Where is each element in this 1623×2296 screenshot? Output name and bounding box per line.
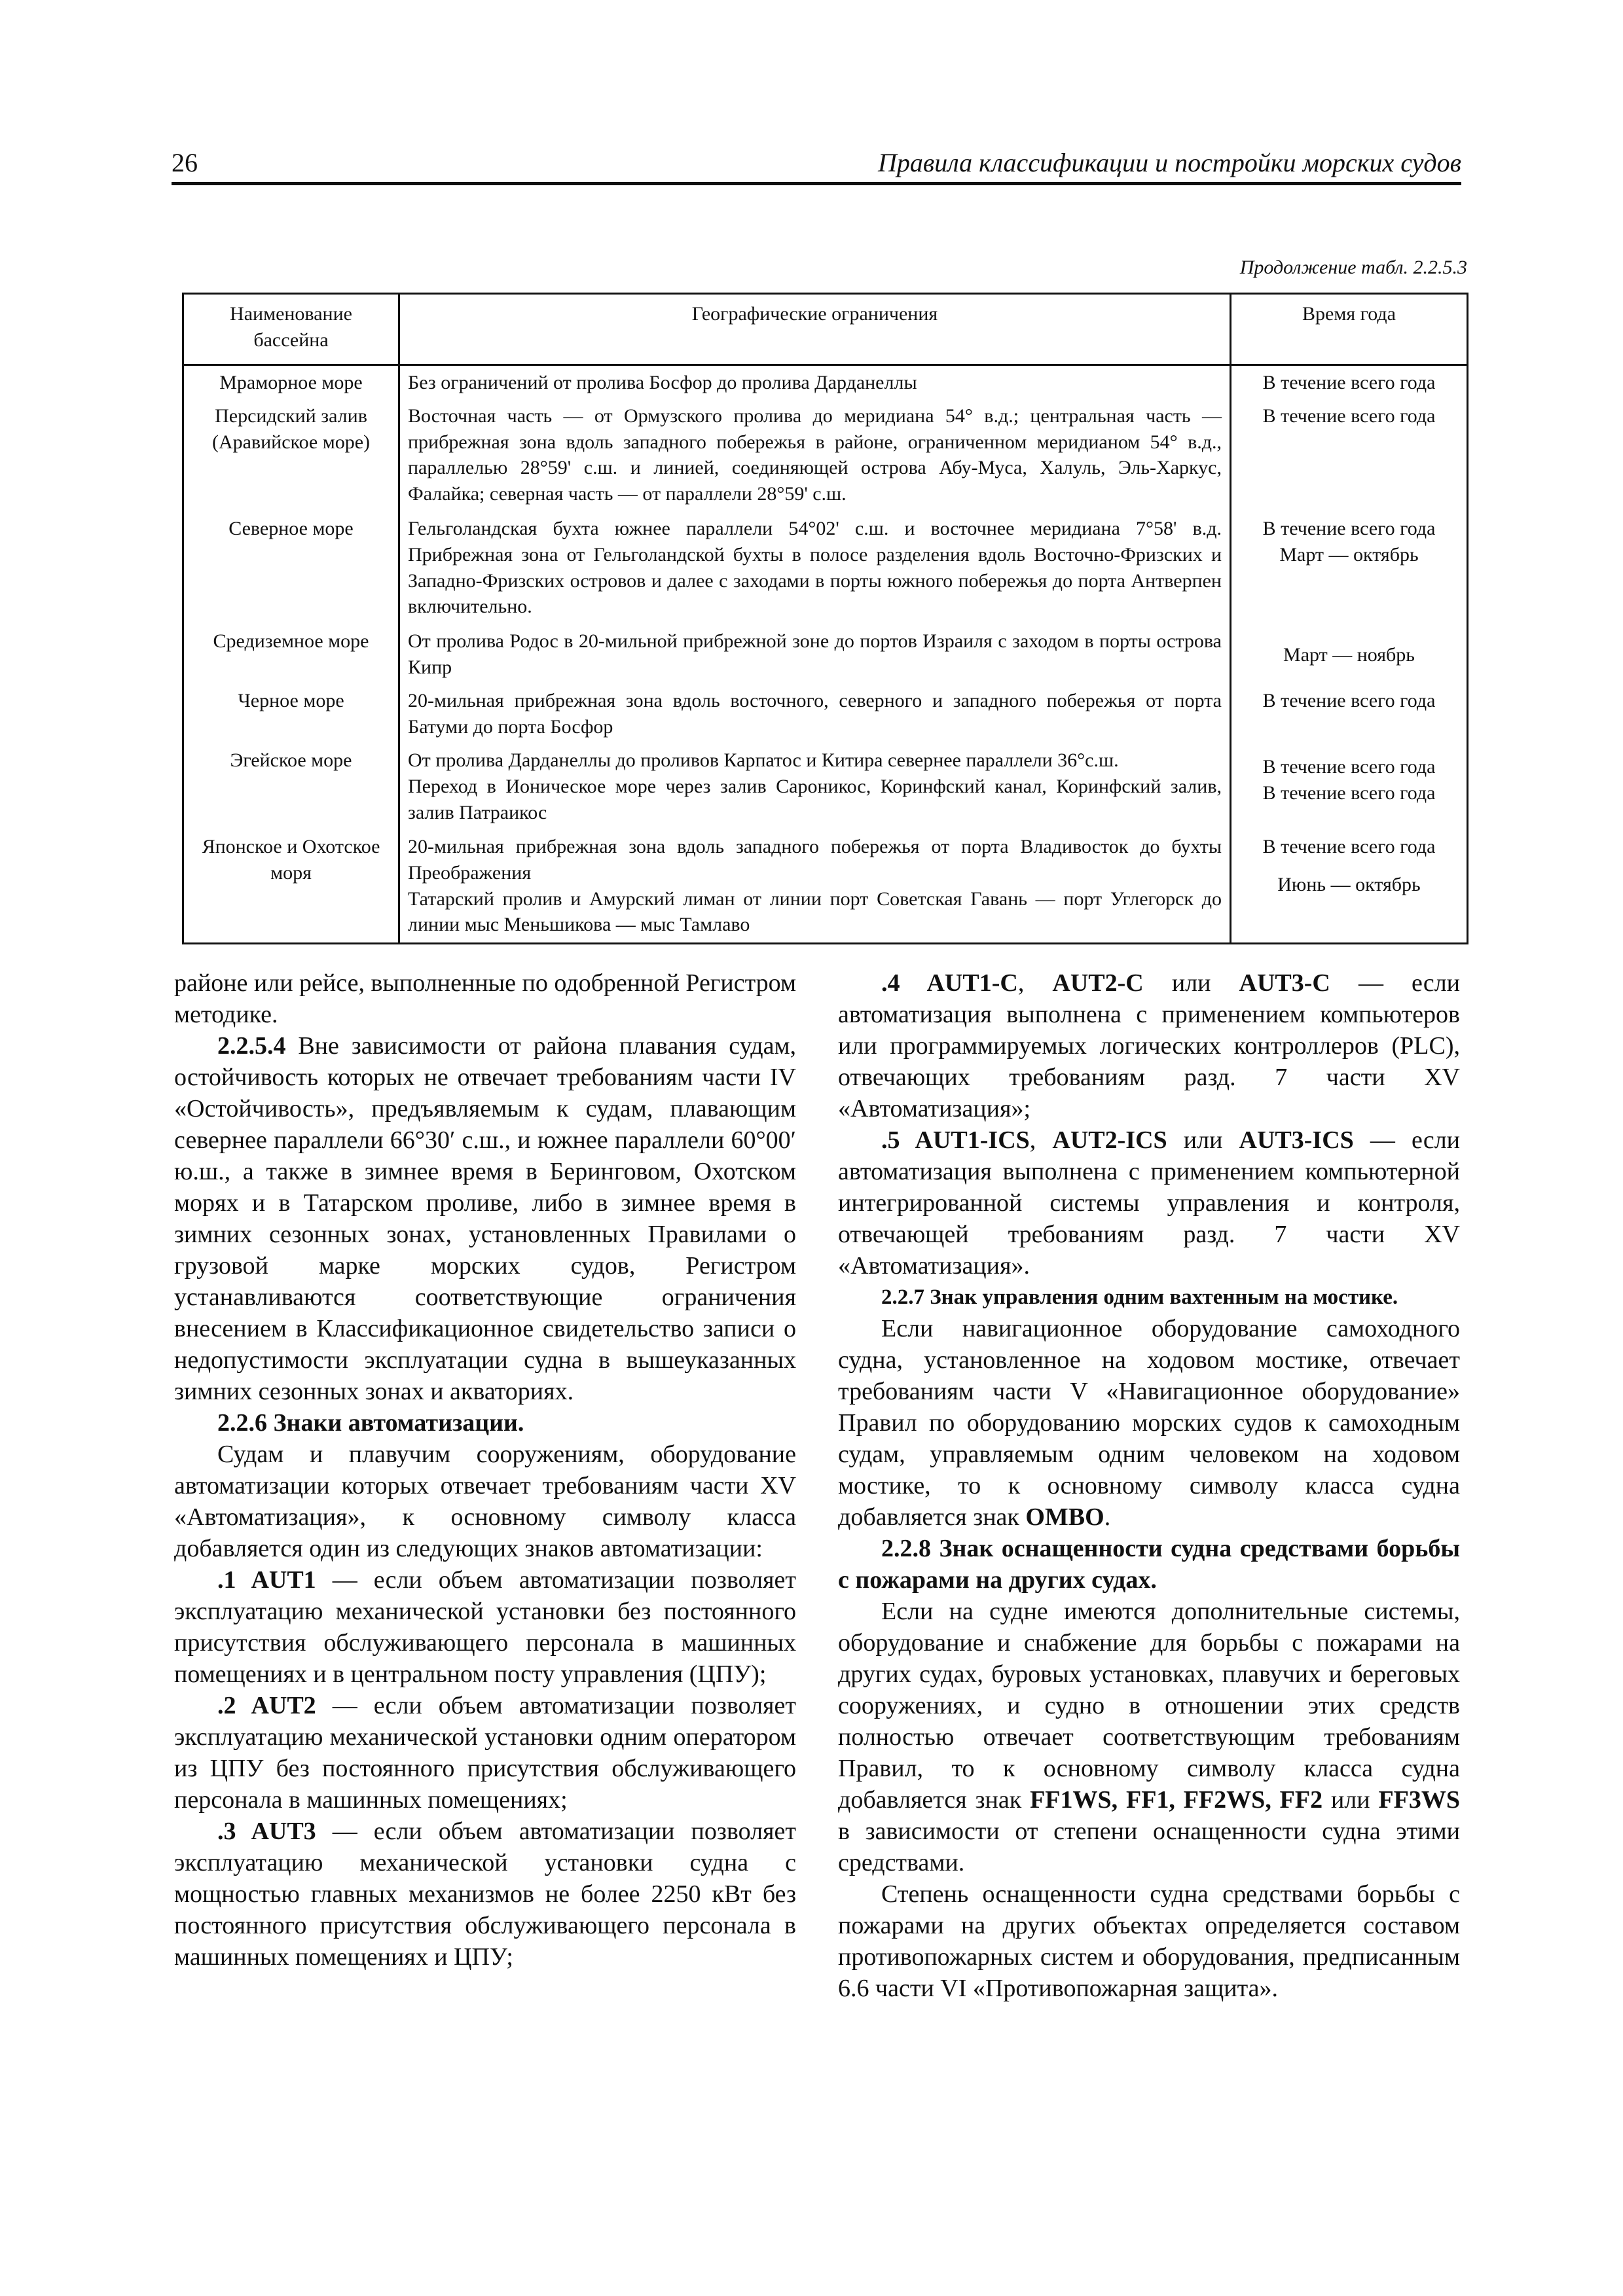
season-line: Июнь — октябрь <box>1277 873 1421 895</box>
list-item-aut2 <box>174 1690 796 1816</box>
paragraph-text: Если навигационное оборудование самоходного судна, установленное на ходовом мостике, отвечает требованиям части V «Навигационное оборудование» Правил по оборудованию морских судов к самоходным судам, управляемым одним человеком на ходовом мостике, то к основному символу класса судна добавляется знак <box>838 1315 1460 1531</box>
ombo-mark: OMBO <box>1025 1503 1104 1531</box>
paragraph: районе или рейсе, выполненные по одобренной Регистром методике. <box>174 969 796 1028</box>
column-header-limits: Географические ограничения <box>399 294 1231 365</box>
table-row <box>183 365 1468 399</box>
paragraph-end: в зависимости от степени оснащенности судна этими средствами. <box>838 1818 1460 1876</box>
automation-mark: .3 AUT3 <box>217 1818 316 1845</box>
clause-text: Вне зависимости от района плавания судам, остойчивость которых не отвечает требованиям части IV «Остойчивость», предъявляемым к судам, плавающим севернее параллели 66°30′ с.ш., и южнее параллели 60°00′ ю.ш., а также в зимнее время в Беринговом, Охотском морях и в Татарском проливе, либо в зимнее время в зимних сезонных зонах, установленных Правилами о грузовой марке морских судов, Регистром устанавливаются соответствующие ограничения внесением в Классификационное свидетельство записи о недопустимости эксплуатации судна в вышеуказанных зимних сезонных зонах и акваториях. <box>174 1032 796 1405</box>
basin-cell: Мраморное море <box>183 365 399 399</box>
limits-line: Татарский пролив и Амурский лиман от линии порт Советская Гавань — порт Углегорск до линии мыс Меньшикова — мыс Тамлаво <box>408 888 1222 936</box>
ff-marks: FF1WS, FF1, FF2WS, FF2 <box>1030 1786 1323 1814</box>
limits-cell: Без ограничений от пролива Босфор до пролива Дарданеллы <box>399 365 1231 399</box>
basin-cell: Японское и Охотское моря <box>183 830 399 944</box>
table-row <box>183 399 1468 512</box>
page-number: 26 <box>172 148 198 177</box>
paragraph: Судам и плавучим сооружениям, оборудование автоматизации которых отвечает требованиям части XV «Автоматизация», к основному символу класса добавляется один из следующих знаков автоматизации: <box>174 1441 796 1562</box>
list-item-aut1 <box>174 1564 796 1690</box>
paragraph-2-2-8 <box>838 1596 1460 1878</box>
right-text-column <box>838 967 1460 2004</box>
clause-number: 2.2.5.4 <box>217 1032 286 1060</box>
season-cell <box>1231 744 1468 830</box>
table-row <box>183 684 1468 744</box>
limits-cell: Гельголандская бухта южнее параллели 54°02' с.ш. и восточнее меридиана 7°58' в.д. Прибрежная зона от Гельголандской бухты в полосе разделения вдоль Восточно-Фризских и Западно-Фризских островов и далее с заходами в порты южного побережья до порта Антверпен включительно. <box>399 512 1231 624</box>
page-header <box>172 145 1461 185</box>
table-continuation-caption: Продолжение табл. 2.2.5.3 <box>1239 257 1467 278</box>
basin-cell: Средиземное море <box>183 624 399 684</box>
automation-mark: .4 AUT1-C <box>881 969 1018 997</box>
basin-cell: Персидский залив (Аравийское море) <box>183 399 399 512</box>
separator: , <box>1017 969 1053 997</box>
ff-mark: FF3WS <box>1378 1786 1460 1814</box>
season-line: В течение всего года <box>1262 517 1436 539</box>
limits-line: 20-мильная прибрежная зона вдоль западного побережья от порта Владивосток до бухты Преображения <box>408 835 1222 884</box>
season-cell <box>1231 830 1468 944</box>
list-item-text: — если объем автоматизации позволяет эксплуатацию механической установки без постоянного присутствия обслуживающего персонала в машинных помещениях и в центральном посту управления (ЦПУ); <box>174 1566 796 1688</box>
list-item-aut3 <box>174 1816 796 1973</box>
list-item-aut-ics <box>838 1124 1460 1282</box>
season-line: Март — октябрь <box>1279 543 1419 565</box>
automation-mark: .5 AUT1-ICS <box>881 1126 1030 1154</box>
season-cell: В течение всего года <box>1231 399 1468 512</box>
limits-line: Переход в Ионическое море через залив Сароникос, Коринфский канал, Коринфский залив, залив Патраикос <box>408 776 1222 823</box>
automation-mark: AUT3-ICS <box>1239 1126 1354 1154</box>
automation-mark: .1 AUT1 <box>217 1566 316 1594</box>
limits-cell: От пролива Родос в 20-мильной прибрежной зоне до портов Израиля с заходом в порты острова Кипр <box>399 624 1231 684</box>
season-cell <box>1231 512 1468 624</box>
geographic-limits-table <box>182 293 1468 944</box>
column-header-basin: Наименование бассейна <box>183 294 399 365</box>
automation-mark: AUT2-ICS <box>1052 1126 1167 1154</box>
season-cell: Март — ноябрь <box>1231 624 1468 684</box>
limits-cell: 20-мильная прибрежная зона вдоль восточного, северного и западного побережья от порта Батуми до порта Босфор <box>399 684 1231 744</box>
list-item-text: — если объем автоматизации позволяет эксплуатацию механической установки судна с мощностью главных механизмов не более 2250 кВт без постоянного присутствия обслуживающего персонала в машинных помещениях и ЦПУ; <box>174 1818 796 1971</box>
season-cell: В течение всего года <box>1231 684 1468 744</box>
paragraph-text: Если на судне имеются дополнительные системы, оборудование и снабжение для борьбы с пожарами на других судах, буровых установках, плавучих и береговых сооружениях, и судно в отношении этих средств полностью отвечает соответствующим требованиям Правил, то к основному символу класса судна добавляется знак <box>838 1598 1460 1814</box>
automation-mark: .2 AUT2 <box>217 1692 316 1719</box>
list-item-aut-c <box>838 967 1460 1124</box>
limits-line: От пролива Дарданеллы до проливов Карпатос и Китира севернее параллели 36°с.ш. <box>408 749 1119 772</box>
automation-mark: AUT2-C <box>1052 969 1144 997</box>
season-line: В течение всего года <box>1262 782 1436 804</box>
separator: или <box>1167 1126 1239 1154</box>
list-item-text: — если объем автоматизации позволяет эксплуатацию механической установки одним оператором из ЦПУ без постоянного присутствия обслуживающего персонала в машинных помещениях; <box>174 1692 796 1814</box>
basin-cell: Черное море <box>183 684 399 744</box>
section-heading-2-2-8: 2.2.8 Знак оснащенности судна средствами борьбы с пожарами на других судах. <box>838 1535 1460 1594</box>
basin-cell: Северное море <box>183 512 399 624</box>
section-heading-2-2-7: 2.2.7 Знак управления одним вахтенным на мостике. <box>881 1285 1398 1309</box>
season-cell: В течение всего года <box>1231 365 1468 399</box>
season-line: В течение всего года <box>1262 756 1436 778</box>
limits-cell <box>399 744 1231 830</box>
automation-mark: AUT3-C <box>1239 969 1330 997</box>
paragraph-2-2-5-4 <box>174 1030 796 1407</box>
paragraph-end: . <box>1104 1503 1111 1531</box>
section-heading-2-2-6: 2.2.6 Знаки автоматизации. <box>217 1409 524 1437</box>
table-header-row <box>183 294 1468 365</box>
table-row <box>183 744 1468 830</box>
paragraph-2-2-7 <box>838 1313 1460 1533</box>
separator: или <box>1143 969 1239 997</box>
left-text-column <box>174 967 796 1973</box>
paragraph: Степень оснащенности судна средствами борьбы с пожарами на других объектах определяется составом противопожарных систем и оборудования, предписанным 6.6 части VI «Противопожарная защита». <box>838 1880 1460 2002</box>
basin-cell: Эгейское море <box>183 744 399 830</box>
table-row <box>183 512 1468 624</box>
season-line: В течение всего года <box>1262 835 1436 857</box>
running-title: Правила классификации и постройки морских судов <box>877 148 1461 177</box>
separator: , <box>1029 1126 1053 1154</box>
list-item-text: — если автоматизация выполнена с применением компьютеров или программируемых логических контроллеров (PLC), отвечающих требованиям разд. 7 части XV «Автоматизация»; <box>838 969 1460 1122</box>
limits-cell <box>399 830 1231 944</box>
limits-cell: Восточная часть — от Ормузского пролива до меридиана 54° в.д.; центральная часть — прибрежная зона вдоль западного побережья в районе, ограниченном меридианом 54° в.д., параллелью 28°59' с.ш. и линией, соединяющей острова Абу-Муса, Халуль, Эль-Харкус, Фалайка; северная часть — от параллели 28°59' с.ш. <box>399 399 1231 512</box>
table-row <box>183 624 1468 684</box>
separator: или <box>1322 1786 1379 1814</box>
list-item-text: — если автоматизация выполнена с применением компьютерной интегрированной системы управления и контроля, отвечающей требованиям разд. 7 части XV «Автоматизация». <box>838 1126 1460 1280</box>
table-row <box>183 830 1468 944</box>
column-header-season: Время года <box>1231 294 1468 365</box>
